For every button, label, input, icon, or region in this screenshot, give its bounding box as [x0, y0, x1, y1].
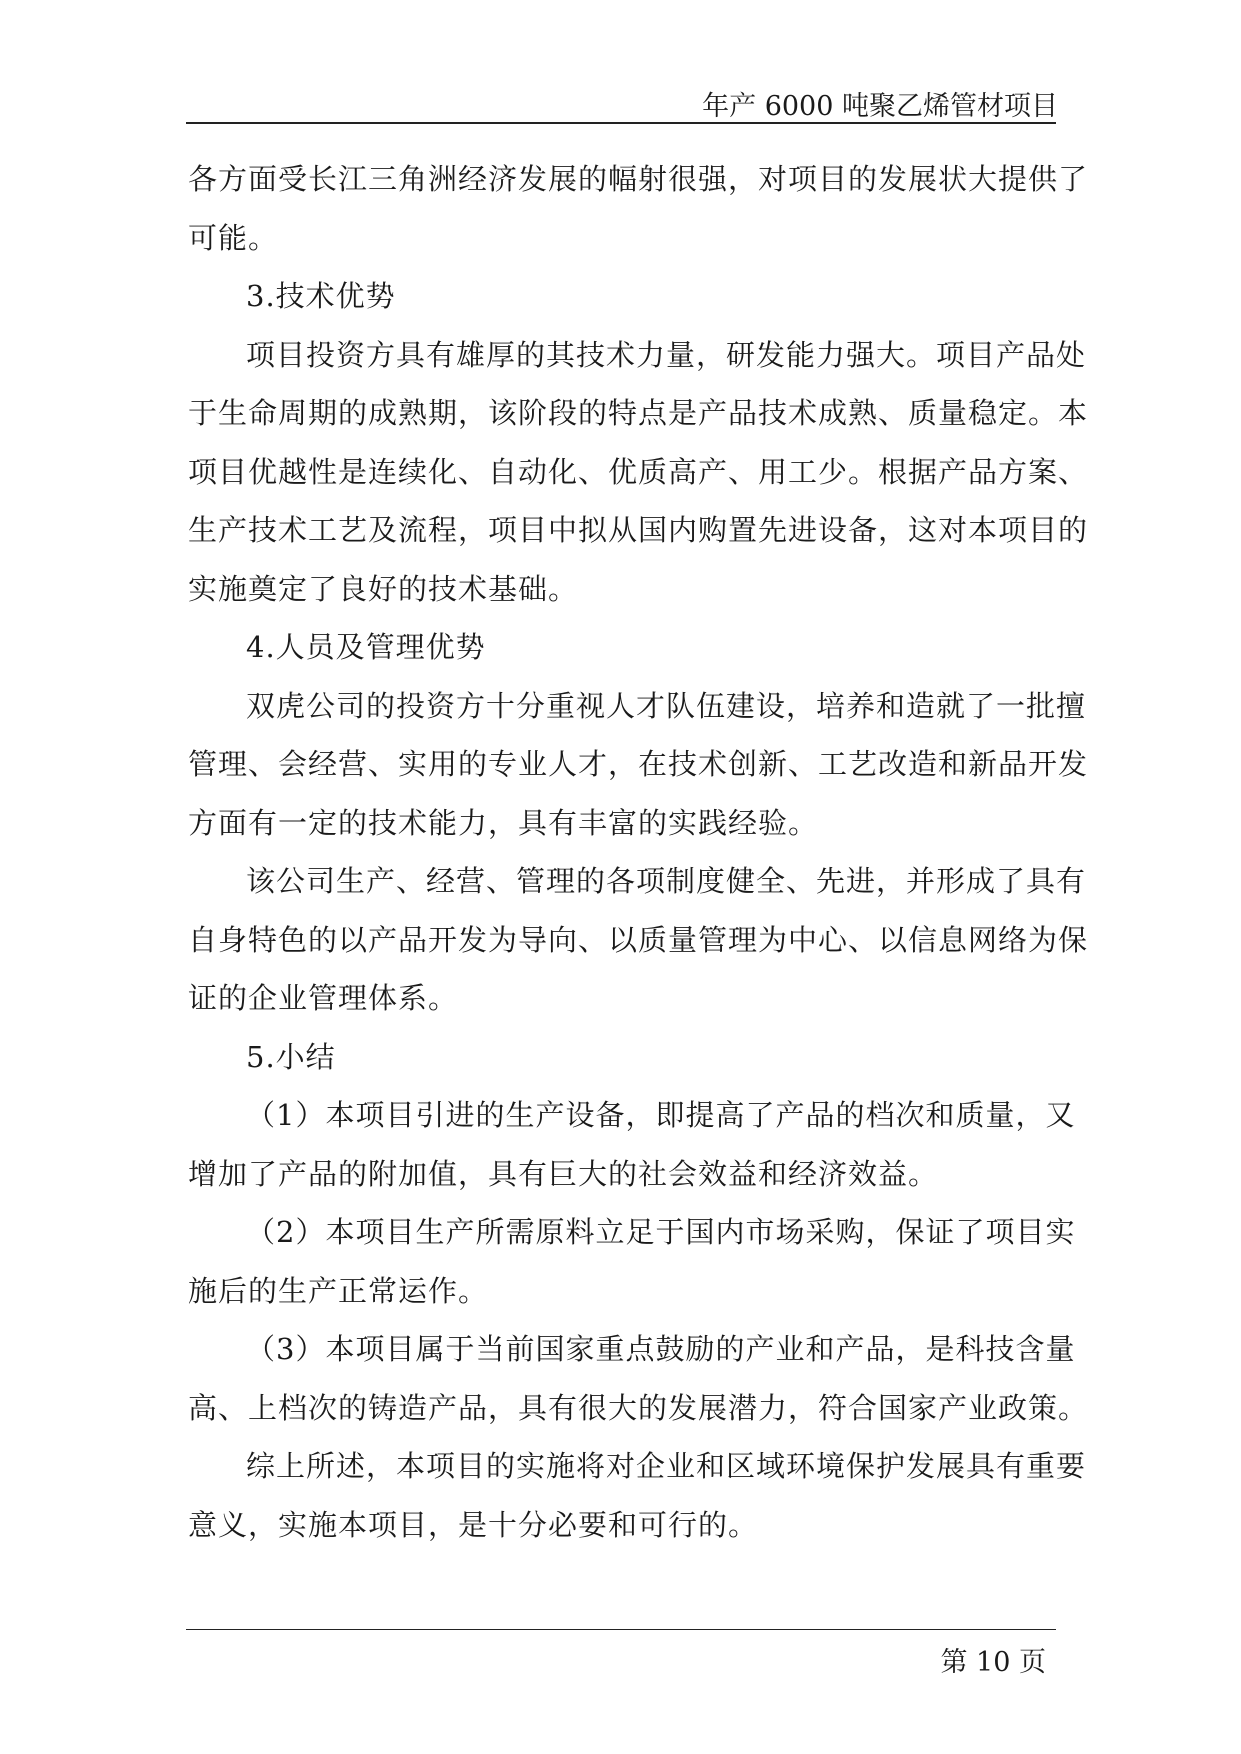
body-line: （1）本项目引进的生产设备，即提高了产品的档次和质量，又	[246, 1098, 1076, 1132]
body-line: 实施奠定了良好的技术基础。	[188, 571, 579, 606]
body-line: 项目投资方具有雄厚的其技术力量，研发能力强大。项目产品处	[246, 337, 1087, 372]
section-heading: 5.小结	[246, 1039, 336, 1074]
page-number: 第 10 页	[940, 1647, 1046, 1678]
body-line: 项目优越性是连续化、自动化、优质高产、用工少。根据产品方案、	[188, 454, 1089, 489]
section-heading: 4.人员及管理优势	[246, 630, 486, 664]
running-header-title: 年产 6000 吨聚乙烯管材项目	[702, 91, 1058, 122]
body-line: 证的企业管理体系。	[188, 981, 459, 1015]
body-line: 可能。	[188, 220, 279, 255]
footer-rule	[186, 1629, 1056, 1630]
body-line: 该公司生产、经营、管理的各项制度健全、先进，并形成了具有	[246, 864, 1087, 898]
body-line: 高、上档次的铸造产品，具有很大的发展潜力，符合国家产业政策。	[188, 1390, 1089, 1425]
body-line: 管理、会经营、实用的专业人才，在技术创新、工艺改造和新品开发	[188, 747, 1089, 781]
section-heading: 3.技术优势	[246, 279, 396, 313]
header-rule	[186, 122, 1056, 124]
body-line: 各方面受长江三角洲经济发展的幅射很强，对项目的发展状大提供了	[188, 162, 1089, 196]
body-line: 综上所述，本项目的实施将对企业和区域环境保护发展具有重要	[246, 1449, 1087, 1483]
body-line: 自身特色的以产品开发为导向、以质量管理为中心、以信息网络为保	[188, 922, 1089, 957]
body-line: （3）本项目属于当前国家重点鼓励的产业和产品，是科技含量	[246, 1332, 1076, 1366]
body-line: 施后的生产正常运作。	[188, 1273, 489, 1308]
document-body	[188, 150, 1089, 1554]
body-line: 于生命周期的成熟期，该阶段的特点是产品技术成熟、质量稳定。本	[188, 396, 1089, 430]
body-line: （2）本项目生产所需原料立足于国内市场采购，保证了项目实	[246, 1215, 1076, 1249]
body-line: 生产技术工艺及流程，项目中拟从国内购置先进设备，这对本项目的	[188, 513, 1089, 547]
body-line: 增加了产品的附加值，具有巨大的社会效益和经济效益。	[188, 1156, 939, 1191]
body-line: 方面有一定的技术能力，具有丰富的实践经验。	[188, 805, 819, 840]
body-line: 意义，实施本项目，是十分必要和可行的。	[188, 1507, 759, 1542]
body-line: 双虎公司的投资方十分重视人才队伍建设，培养和造就了一批擅	[246, 688, 1087, 723]
